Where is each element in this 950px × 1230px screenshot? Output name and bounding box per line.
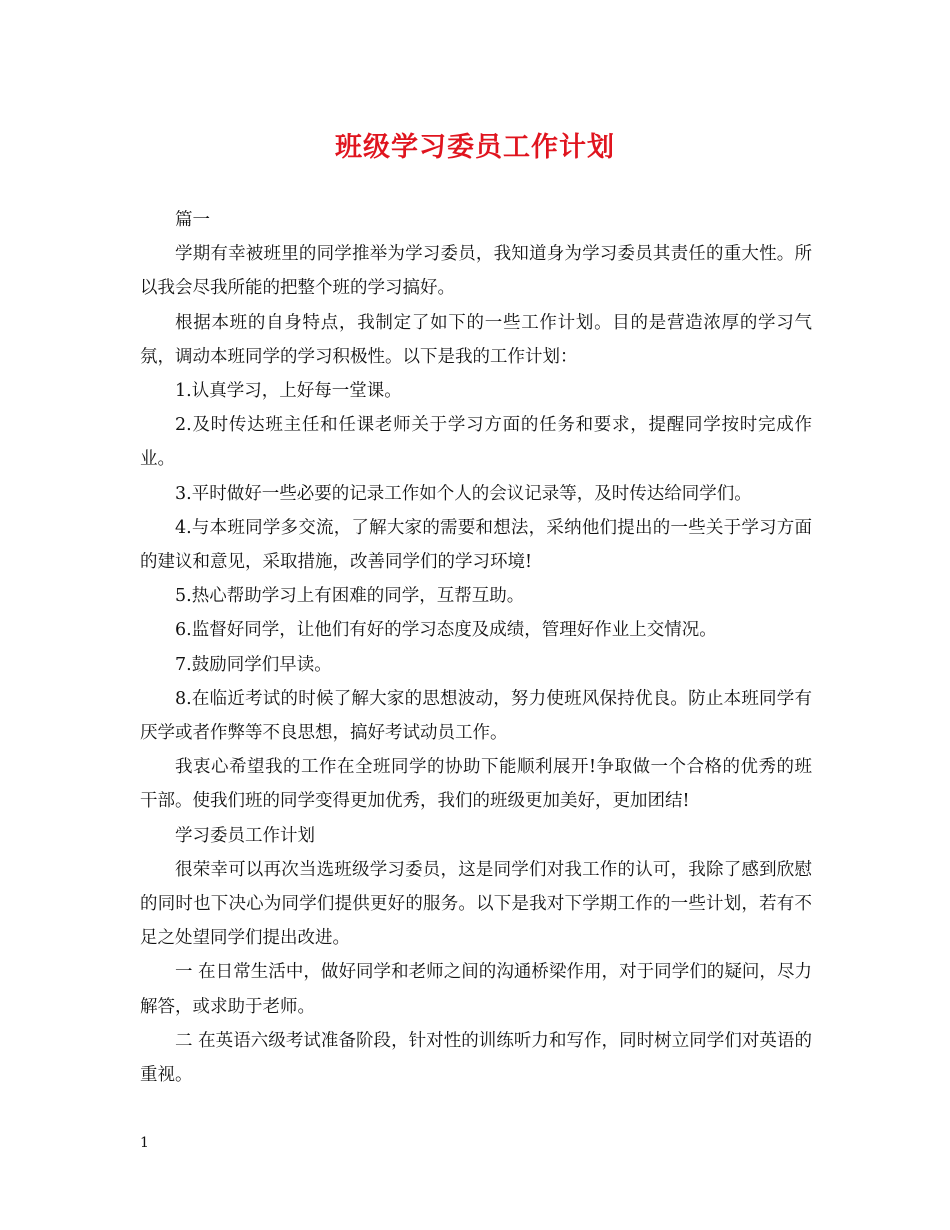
section-heading: 学习委员工作计划 bbox=[175, 825, 315, 846]
list-item: 5.热心帮助学习上有困难的同学，互帮互助。 bbox=[175, 586, 525, 607]
paragraph: 一 在日常生活中，做好同学和老师之间的沟通桥梁作用，对于同学们的疑问，尽力解答，或求助于老师。 bbox=[140, 962, 812, 1017]
paragraph: 很荣幸可以再次当选班级学习委员，这是同学们对我工作的认可，我除了感到欣慰的同时也下决心为同学们提供更好的服务。以下是我对下学期工作的一些计划，若有不足之处望同学们提出改进。 bbox=[140, 859, 812, 949]
paragraph: 我衷心希望我的工作在全班同学的协助下能顺利展开!争取做一个合格的优秀的班干部。使我们班的同学变得更加优秀，我们的班级更加美好，更加团结! bbox=[140, 757, 812, 812]
document-title: 班级学习委员工作计划 bbox=[335, 132, 615, 163]
document-body bbox=[140, 203, 812, 1092]
list-item: 3.平时做好一些必要的记录工作如个人的会议记录等，及时传达给同学们。 bbox=[175, 483, 752, 504]
list-item: 7.鼓励同学们早读。 bbox=[175, 654, 332, 675]
paragraph: 根据本班的自身特点，我制定了如下的一些工作计划。目的是营造浓厚的学习气氛，调动本班同学的学习积极性。以下是我的工作计划： bbox=[140, 312, 812, 367]
list-item: 1.认真学习，上好每一堂课。 bbox=[175, 381, 402, 402]
list-item: 4.与本班同学多交流，了解大家的需要和想法，采纳他们提出的一些关于学习方面的建议和意见，采取措施，改善同学们的学习环境! bbox=[140, 517, 812, 573]
paragraph: 学期有幸被班里的同学推举为学习委员，我知道身为学习委员其责任的重大性。所以我会尽我所能的把整个班的学习搞好。 bbox=[140, 244, 812, 299]
section-heading: 篇一 bbox=[175, 210, 210, 230]
list-item: 8.在临近考试的时候了解大家的思想波动，努力使班风保持优良。防止本班同学有厌学或者作弊等不良思想，搞好考试动员工作。 bbox=[140, 688, 812, 744]
list-item: 6.监督好同学，让他们有好的学习态度及成绩，管理好作业上交情况。 bbox=[175, 620, 717, 641]
page-number: 1 bbox=[140, 1135, 149, 1151]
list-item: 2.及时传达班主任和任课老师关于学习方面的任务和要求，提醒同学按时完成作业。 bbox=[140, 415, 812, 470]
paragraph: 二 在英语六级考试准备阶段，针对性的训练听力和写作，同时树立同学们对英语的重视。 bbox=[140, 1030, 812, 1086]
